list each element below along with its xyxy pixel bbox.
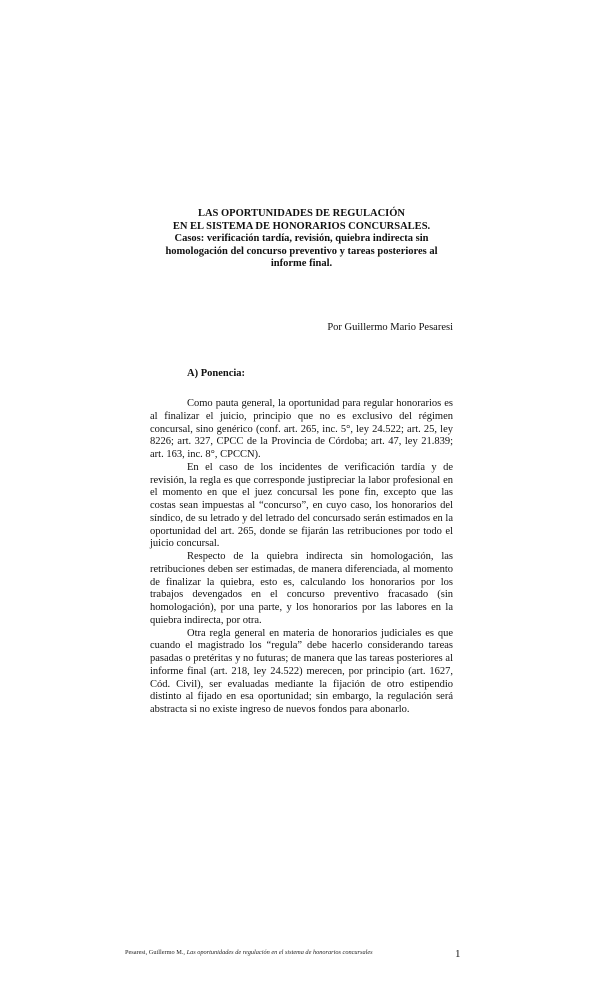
body-text [150, 398, 453, 717]
author-line: Por Guillermo Mario Pesaresi [327, 322, 453, 333]
title-line-2: EN EL SISTEMA DE HONORARIOS CONCURSALES. [172, 220, 431, 232]
document-title [150, 208, 453, 271]
paragraph-1: Como pauta general, la oportunidad para regular honorarios es al finalizar el juicio, principio que no es exclusivo del régimen concursal, sino genérico (conf. art. 265, inc. 5°, ley 24.522; art. 25, ley 8226; art. 327, CPCC de la Provincia de Córdoba; art. 47, ley 21.839; art. 163, inc. 8°, CPCCN). [150, 398, 453, 460]
page-footer [125, 949, 475, 957]
title-line-1: LAS OPORTUNIDADES DE REGULACIÓN [197, 208, 406, 219]
title-subtitle: Casos: verificación tardía, revisión, quiebra indirecta sin homologación del concurso preventivo y tareas posteriores al informe final. [165, 233, 438, 270]
section-heading: A) Ponencia: [187, 368, 246, 379]
paragraph-4: Otra regla general en materia de honorarios judiciales es que cuando el magistrado los “regula” debe hacerlo considerando tareas pasadas o pretéritas y no futuras; de manera que las tareas posteriores al informe final (art. 218, ley 24.522) merecen, por principio (art. 1627, Cód. Civil), ser evaluadas mediante la fijación de otro estipendio distinto al fijado en esa oportunidad; sin embargo, la regulación será abstracta si no existe ingreso de nuevos fondos para abonarlo. [150, 627, 453, 715]
footer-title: Las oportunidades de regulación en el sistema de honorarios concursales [186, 949, 373, 956]
paragraph-3: Respecto de la quiebra indirecta sin homologación, las retribuciones deben ser estimadas, de manera diferenciada, al momento de finalizar la quiebra, esto es, calculando los honorarios por los trabajos devengados en el concurso preventivo fracasado (sin homologación), por una parte, y los honorarios por las labores en la quiebra indirecta, por otra. [150, 551, 453, 626]
page-number: 1 [455, 948, 461, 960]
paragraph-2: En el caso de los incidentes de verificación tardía y de revisión, la regla es que corresponde justipreciar la labor profesional en el momento en que el juez concursal les pone fin, excepto que las costas sean impuestas al “concurso”, en cuyo caso, los honorarios del síndico, de su letrado y del letrado del concursado serán estimados en la oportunidad del art. 265, donde se fijarán las retribuciones por todo el juicio concursal. [150, 461, 453, 550]
footer-author: Pesaresi, Guillermo M., [125, 949, 187, 956]
